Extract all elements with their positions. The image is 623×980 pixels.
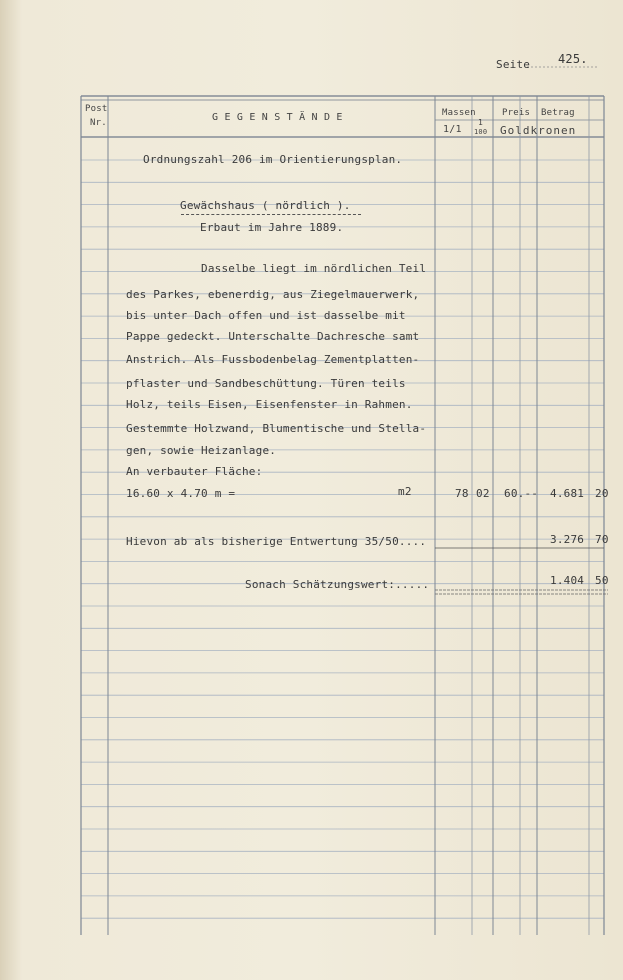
line-erbaut: Erbaut im Jahre 1889. (200, 221, 344, 234)
description-line: Gestemmte Holzwand, Blumentische und Stella- (126, 422, 427, 435)
header-gegenstaende: G E G E N S T Ä N D E (212, 112, 343, 123)
flaeche-label: An verbauter Fläche: (126, 465, 263, 478)
massen-hundredth-value: 02 (476, 487, 490, 500)
header-currency: Goldkronen (500, 124, 577, 137)
area-unit: m2 (398, 485, 412, 498)
entwertung-label: Hievon ab als bisherige Entwertung 35/50.... (126, 535, 427, 548)
entwertung-cents: 70 (595, 533, 609, 546)
massen-whole-value: 78 (455, 487, 469, 500)
description-line: bis unter Dach offen und ist dasselbe mit (126, 309, 406, 322)
schaetzung-label: Sonach Schätzungswert:..... (245, 578, 430, 591)
header-nr: Nr. (90, 118, 107, 128)
header-massen-whole: 1/1 (443, 124, 462, 135)
description-line: des Parkes, ebenerdig, aus Ziegelmauerwerk, (126, 288, 420, 301)
betrag-value: 4.681 (550, 487, 585, 500)
header-massen: Massen (442, 108, 476, 118)
area-calculation: 16.60 x 4.70 m = (126, 487, 236, 500)
description-line: pflaster und Sandbeschüttung. Türen teils (126, 377, 406, 390)
entwertung-value: 3.276 (550, 533, 585, 546)
preis-value: 60.-- (504, 487, 539, 500)
description-line: Pappe gedeckt. Unterschalte Dachresche samt (126, 330, 420, 343)
header-post: Post (85, 104, 108, 114)
header-massen-hundredth-num: 1 (478, 118, 484, 127)
page-number: 425. (558, 52, 588, 66)
header-preis: Preis (502, 108, 531, 118)
description-line: Holz, teils Eisen, Eisenfenster in Rahmen. (126, 398, 413, 411)
schaetzung-cents: 50 (595, 574, 609, 587)
description-line: gen, sowie Heizanlage. (126, 444, 277, 457)
schaetzung-value: 1.404 (550, 574, 585, 587)
header-betrag: Betrag (541, 108, 575, 118)
page-label: Seite (496, 58, 531, 71)
header-massen-hundredth-den: 100 (474, 128, 488, 136)
description-line: Anstrich. Als Fussbodenbelag Zementplatten- (126, 353, 420, 366)
description-line: Dasselbe liegt im nördlichen Teil (201, 262, 427, 275)
betrag-cents: 20 (595, 487, 609, 500)
line-ordnungszahl: Ordnungszahl 206 im Orientierungsplan. (143, 153, 403, 166)
building-title: Gewächshaus ( nördlich ). (180, 199, 351, 212)
title-underline (181, 214, 361, 215)
